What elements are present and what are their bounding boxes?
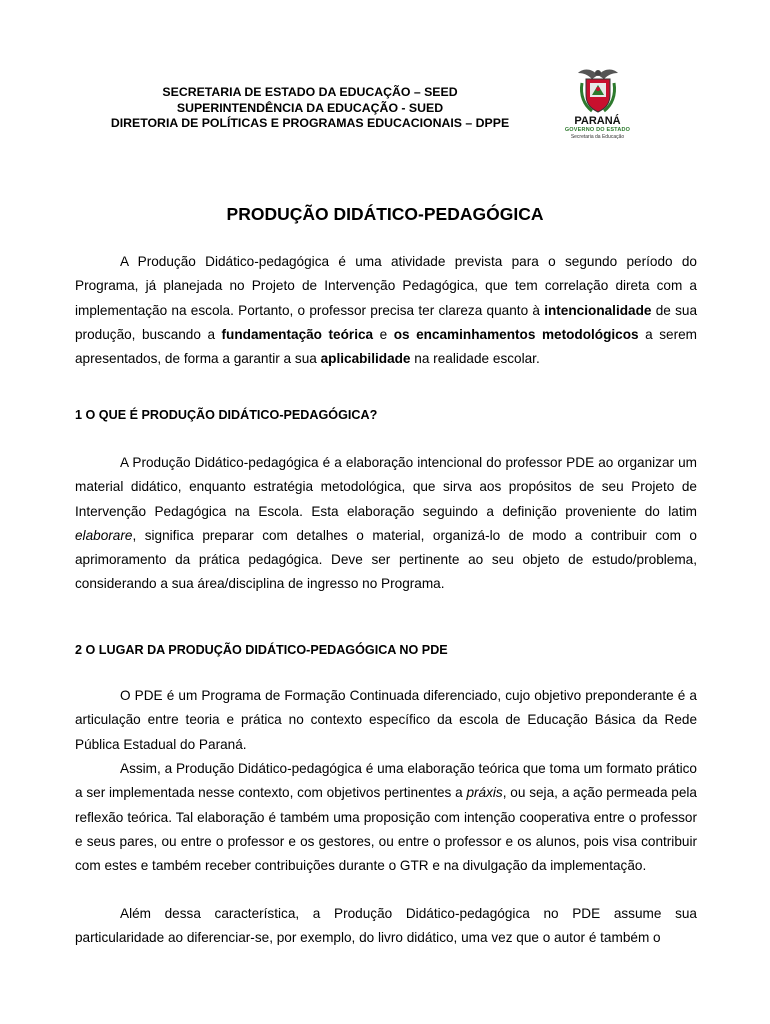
section-1-paragraph: A Produção Didático-pedagógica é a elaboração intencional do professor PDE ao organizar um material didático, enquanto estratégia metodológica, que sirva aos propósitos de seu Projeto de Intervenção Pedagógica na Escola. Esta elaboração seguindo a definição proveniente do latim elaborare, significa preparar com detalhes o material, organizá-lo de modo a contribuir com o aprimoramento da prática pedagógica. Deve ser pertinente ao seu objeto de estudo/problema, considerando a sua área/disciplina de ingresso no Programa.: [75, 455, 697, 592]
header-line-sued: SUPERINTENDÊNCIA DA EDUCAÇÃO - SUED: [176, 100, 444, 115]
header-line-dppe: DIRETORIA DE POLÍTICAS E PROGRAMAS EDUCACIONAIS – DPPE: [110, 116, 510, 130]
section-2-heading: 2 O LUGAR DA PRODUÇÃO DIDÁTICO-PEDAGÓGICA NO PDE: [75, 643, 448, 657]
intro-paragraph: A Produção Didático-pedagógica é uma atividade prevista para o segundo período do Programa, já planejada no Projeto de Intervenção Pedagógica, que tem correlação direta com a implementação na escola. Portanto, o professor precisa ter clareza quanto à intencionalidade de sua produção, buscando a fundamentação teórica e os encaminhamentos metodológicos a serem apresentados, de forma a garantir a sua aplicabilidade na realidade escolar.: [75, 254, 698, 367]
logo-state-name: PARANÁ: [574, 115, 621, 127]
parana-logo: [560, 65, 635, 145]
coat-of-arms-icon: [576, 65, 620, 115]
section-1-heading: 1 O QUE É PRODUÇÃO DIDÁTICO-PEDAGÓGICA?: [75, 408, 378, 422]
section-2-paragraph-3: Além dessa característica, a Produção Didático-pedagógica no PDE assume sua particularidade ao diferenciar-se, por exemplo, do livro didático, uma vez que o autor é também o: [75, 906, 697, 946]
logo-secretariat: Secretaria da Educação: [570, 134, 625, 140]
document-header: [60, 85, 560, 132]
section-2-paragraph-1: O PDE é um Programa de Formação Continuada diferenciado, cujo objetivo preponderante é a articulação entre teoria e prática no contexto específico da escola de Educação Básica da Rede Pública Estadual do Paraná.: [75, 688, 697, 752]
logo-government: GOVERNO DO ESTADO: [564, 127, 631, 133]
header-line-seed: SECRETARIA DE ESTADO DA EDUCAÇÃO – SEED: [162, 85, 458, 99]
document-title: PRODUÇÃO DIDÁTICO-PEDAGÓGICA: [226, 204, 544, 224]
section-2-paragraph-2: Assim, a Produção Didático-pedagógica é uma elaboração teórica que toma um formato prático a ser implementada nesse contexto, com objetivos pertinentes a práxis, ou seja, a ação permeada pela reflexão teórica. Tal elaboração é também uma proposição com intenção cooperativa entre o professor e seus pares, ou entre o professor e os gestores, ou entre o professor e os alunos, pois visa contribuir com estes e também receber contribuições durante o GTR e na divulgação da implementação.: [75, 761, 697, 874]
